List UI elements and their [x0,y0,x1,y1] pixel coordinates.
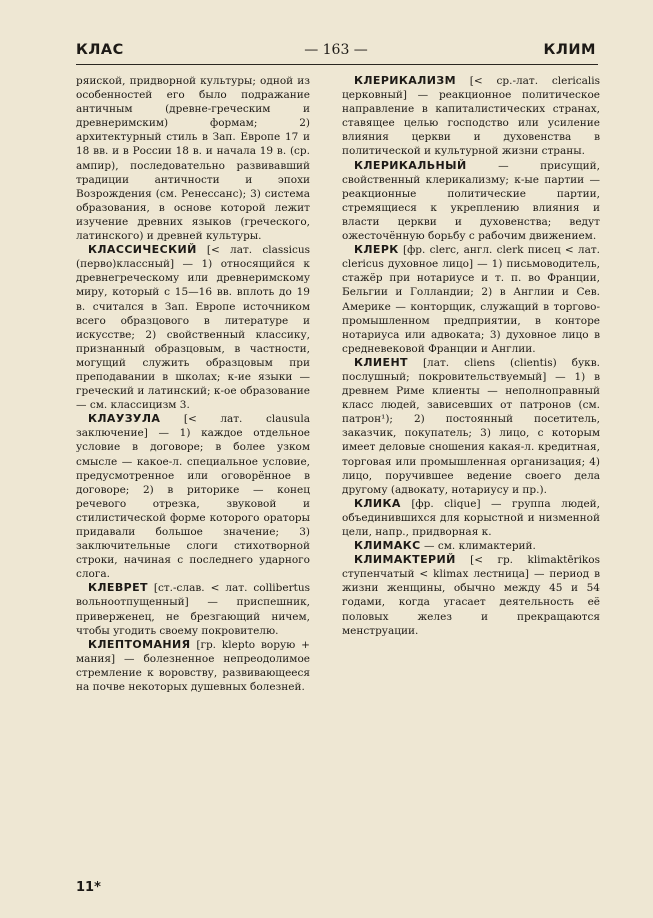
page-header [76,42,596,66]
signature-mark: 11* [76,880,101,895]
page-number: — 163 — [304,42,368,58]
right-column [342,74,600,638]
header-rule [76,64,598,65]
left-column [76,74,310,694]
entry-klauzula: КЛАУЗУЛА [< лат. clausula заключение] — 1) каждое отдельное условие в договоре; в более узком смысле — какое-л. специальное условие, предусмотренное или оговорённое в договоре; 2) в риторике — конец речевого отрезка, звуковой и стилистической форме которого ораторы придавали большое значение; 3) заключительные слоги стихотворной строки, начиная с последнего ударного слога. [76,412,310,581]
entry-klassicheskiy: КЛАССИЧЕСКИЙ [< лат. classicus (перво)классный] — 1) относящийся к древнегреческому или древнеримскому миру, который с 15—16 вв. вплоть до 19 в. считался в Зап. Европе источником всего образцового в литературе и искусстве; 2) свойственный классику, признанный образцовым, в частности, могущий служить образцовым при преподавании в школах; к-ие языки — греческий и латинский; к-ое образование — см. классицизм 3. [76,243,310,412]
entry-klevret: КЛЕВРЕТ [ст.-слав. < лат. collibertus вольноотпущенный] — приспешник, приверженец, не брезгающий ничем, чтобы угодить своему покровителю. [76,581,310,637]
entry-klerikalnyy: КЛЕРИКАЛЬНЫЙ — присущий, свойственный клерикализму; к-ые партии — реакционные политические партии, стремящиеся к укреплению влияния и власти церкви и духовенства; ведут ожесточённую борьбу с рабочим движением. [342,158,600,243]
left-guide-word: КЛАС [76,42,124,58]
right-guide-word: КЛИМ [543,42,596,58]
entry-klimakteriy: КЛИМАКТЕРИЙ [< гр. klimaktērikos ступенчатый < klimax лестница] — период в жизни женщины, обычно между 45 и 54 годами, когда угасает деятельность её половых желез и прекращаются менструации. [342,553,600,637]
entry-klerikalizm: КЛЕРИКАЛИЗМ [< ср.-лат. clericalis церковный] — реакционное политическое направление в капиталистических странах, ставящее целью господство или усиление влияния церкви и духовенства в политической и культурной жизни страны. [342,74,600,158]
entry-continuation: ряиской, придворной культуры; одной из особенностей его было подражание античным (древне-греческим и древнеримским) формам; 2) архитектурный стиль в Зап. Европе 17 и 18 вв. и в России 18 в. и начала 19 в. (ср. ампир), последовательно развивавший традиции античности и эпохи Возрождения (см. Ренессанс); 3) система образования, в основе которой лежит изучение древних языков (греческого, латинского) и древней культуры. [76,75,310,243]
entry-klimaks: КЛИМАКС — см. климактерий. [354,539,536,553]
entry-klient: КЛИЕНТ [лат. cliens (clientis) букв. послушный; покровительствуемый] — 1) в древнем Риме клиенты — неполноправный класс людей, зависевших от патронов (см. патрон¹); 2) постоянный посетитель, заказчик, покупатель; 3) лицо, с которым имеет деловые сношения какая-л. кредитная, торговая или промышленная организация; 4) лицо, поручившее ведение своего дела другому (адвокату, нотариусу и пр.). [342,355,600,496]
entry-klerk: КЛЕРК [фр. clerc, англ. clerk писец < лат. clericus духовное лицо] — 1) письмоводитель, стажёр при нотариусе и т. п. во Франции, Бельгии и Голландии; 2) в Англии и Сев. Америке — конторщик, служащий в торгово-промышленном предприятии, в конторе нотариуса или адвоката; 3) духовное лицо в средневековой Франции и Англии. [342,243,600,355]
entry-klika: КЛИКА [фр. clique] — группа людей, объединившихся для корыстной и низменной цели, напр., придворная к. [342,496,600,538]
entry-kleptomaniya: КЛЕПТОМАНИЯ [гр. klepto ворую + мания] — болезненное непреодолимое стремление к воровству, развивающееся на почве некоторых душевных болезней. [76,637,310,694]
